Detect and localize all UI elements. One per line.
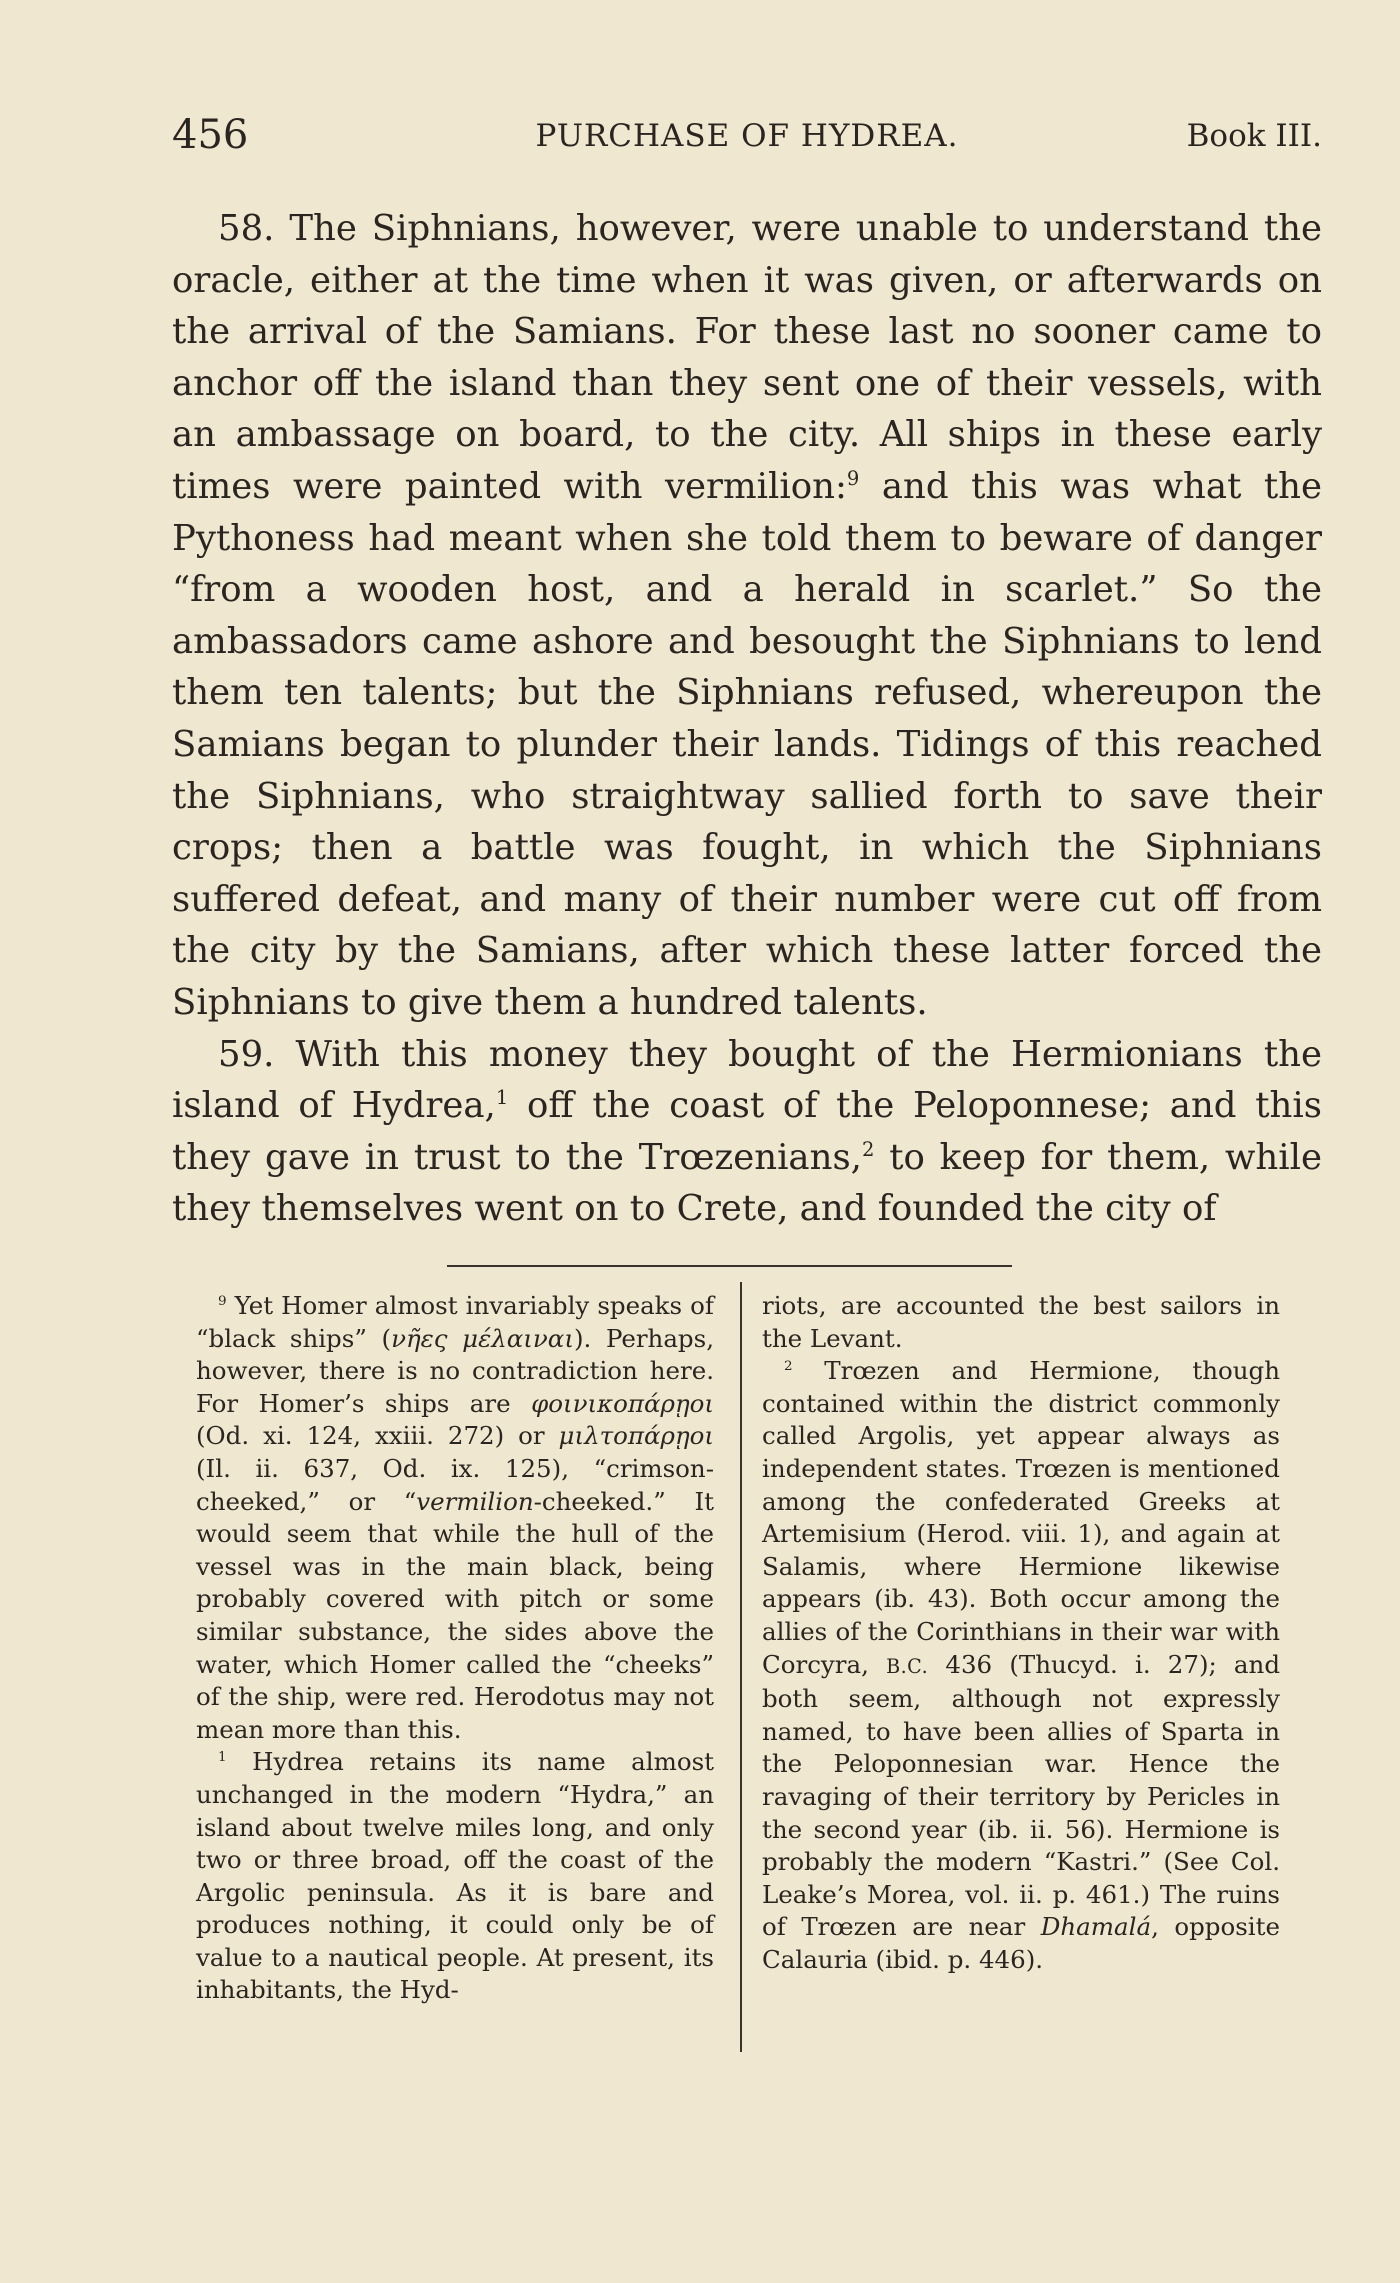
footnote-column-divider <box>740 1282 742 2052</box>
footnote-9-text-e: -cheeked.” It would seem that while the hull of the vessel was in the main black, being probably covered with pitch or some similar substance, the sides above the water, which Homer called the “cheeks” of the ship, were red. Herodotus may not mean more than this. <box>196 1486 714 1744</box>
footnote-1-continued-text: riots, are accounted the best sailors in the Levant. <box>762 1291 1280 1353</box>
footnote-ref-1: 1 <box>495 1086 509 1110</box>
footnote-2 <box>762 1355 1280 1976</box>
footnote-9-text-c: (Od. xi. 124, xxiii. 272) or <box>196 1421 559 1451</box>
footnote-9-text-b: ). Perhaps, however, there is no contradiction here. For Homer’s ships are <box>196 1323 714 1418</box>
paragraph-58-text-b: and this was what the Pythoness had meant when she told them to beware of danger “from a wooden host, and a herald in scarlet.” So the ambassadors came ashore and besought the Siphnians to lend them ten talents; but the Siphnians refused, whereupon the Samians began to plunder their lands. Tidings of this reached the Siphnians, who straightway sallied forth to save their crops; then a battle was fought, in which the Siphnians suffered defeat, and many of their number were cut off from the city by the Samians, after which these latter forced the Siphnians to give them a hundred talents. <box>172 465 1323 1023</box>
running-header <box>172 112 1322 162</box>
footnote-separator-rule <box>447 1265 1012 1267</box>
paragraph-59-text-c: to keep for them, while they themselves went on to Crete, and founded the city of <box>172 1136 1322 1230</box>
footnote-2-text-c: , opposite Calauria (ibid. p. 446). <box>762 1912 1280 1974</box>
footnote-ref-9: 9 <box>846 467 860 491</box>
main-text <box>172 203 1322 1235</box>
footnotes-left-column <box>196 1290 714 2007</box>
footnote-2-text-a: Trœzen and Hermione, though contained within the district commonly called Argolis, yet appear always as independent states. Trœzen is mentioned among the confederated Greeks at Artemisium (Herod. viii. 1), and again at Salamis, where Hermione likewise appears (ib. 43). Both occur among the allies of the Corinthians in their war with Corcyra, <box>762 1356 1280 1679</box>
paragraph-59-text-a: 59. With this money they bought of the Hermionians the island of Hydrea, <box>172 1033 1322 1127</box>
footnote-9-greek-3: μιλτοπάρῃοι <box>558 1421 714 1451</box>
page-number: 456 <box>172 112 249 158</box>
paragraph-59 <box>172 1029 1322 1235</box>
footnote-9 <box>196 1290 714 1746</box>
footnote-9-text-a: Yet Homer almost invariably speaks of “black ships” ( <box>196 1291 714 1353</box>
footnote-2-era: B.C. <box>886 1654 929 1678</box>
book-label: Book III. <box>1186 118 1322 154</box>
footnote-2-text-b: 436 (Thucyd. i. 27); and both seem, although not expressly named, to have been allies of Sparta in the Peloponnesian war. Hence the ravaging of their territory by Pericles in the second year (ib. ii. 56). Hermione is probably the modern “Kastri.” (See Col. Leake’s Morea, vol. ii. p. 461.) The ruins of Trœzen are near <box>762 1649 1281 1942</box>
footnotes-right-column <box>762 1290 1280 1976</box>
paragraph-59-text-b: off the coast of the Peloponnese; and this they gave in trust to the Trœzenians, <box>172 1085 1322 1178</box>
paragraph-58 <box>172 203 1322 1029</box>
paragraph-58-text-a: 58. The Siphnians, however, were unable to understand the oracle, either at the time when it was given, or afterwards on the arrival of the Samians. For these last no sooner came to anchor off the island than they sent one of their vessels, with an ambassage on board, to the city. All ships in these early times were painted with vermilion: <box>172 208 1322 507</box>
footnote-9-text-d: (Il. ii. 637, Od. ix. 125), “crimson-cheeked,” or “ <box>196 1453 714 1516</box>
footnote-9-italic: vermilion <box>416 1486 534 1516</box>
footnote-1 <box>196 1746 714 2007</box>
footnote-ref-2: 2 <box>861 1137 875 1161</box>
footnote-9-greek-2: φοινικοπάρῃοι <box>531 1388 714 1418</box>
footnote-2-mark: 2 <box>784 1358 793 1375</box>
footnote-1-text: Hydrea retains its name almost unchanged in the modern “Hydra,” an island about twelve miles long, and only two or three broad, off the coast of the Argolic peninsula. As it is bare and produces nothing, it could only be of value to a nautical people. At present, its inhabitants, the Hyd- <box>196 1747 714 2005</box>
footnote-2-italic: Dhamalá <box>1040 1912 1152 1942</box>
footnote-9-mark: 9 <box>218 1292 227 1309</box>
footnote-9-greek-1: νῆες μέλαιναι <box>391 1323 574 1353</box>
footnote-1-mark: 1 <box>218 1749 227 1766</box>
running-title: PURCHASE OF HYDREA. <box>535 118 959 154</box>
footnote-1-continued <box>762 1290 1280 1355</box>
